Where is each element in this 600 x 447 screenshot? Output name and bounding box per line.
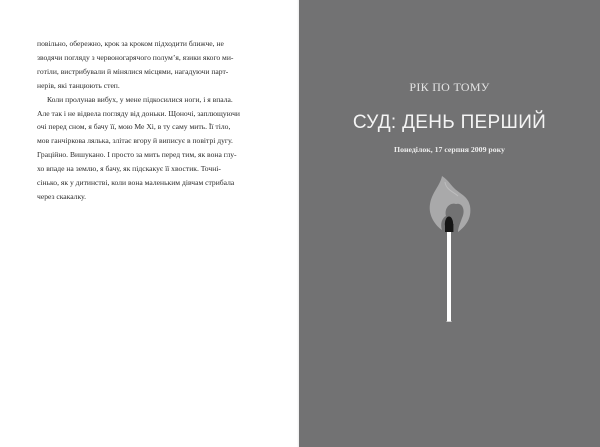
text-line: через скакалку. — [37, 191, 86, 201]
text-line: готіли, вистрибували й мінялися місцями, нагадуючи парт- — [37, 66, 229, 76]
left-page — [0, 0, 299, 447]
text-line: повільно, обережно, крок за кроком підходити ближче, не — [37, 39, 224, 48]
text-line: Але так і не відвела погляду від доньки. Щоночі, заплющуючи — [37, 108, 240, 118]
text-line: сінько, як у дитинстві, коли вона маленьким дівчам стрибала — [37, 178, 235, 188]
chapter-title: СУД: ДЕНЬ ПЕРШИЙ — [352, 112, 547, 133]
body-text — [37, 37, 265, 204]
text-line: Коли пролунав вибух, у мене підкосилися ноги, і я впала. — [47, 94, 233, 104]
text-line: очі перед сном, я бачу її, мою Ме Хі, в ту саму мить. Її тіло, — [37, 122, 231, 132]
text-line: зводячи погляду з червоногарячого полум’я, язики якого ми- — [37, 52, 234, 62]
part-label: РІК ПО ТОМУ — [409, 80, 490, 94]
text-line: Граційно. Вишукано. І просто за мить перед тим, як вона глу- — [37, 150, 237, 160]
burning-match-icon — [428, 172, 474, 324]
text-line: нерів, які танцюють степ. — [37, 80, 120, 90]
text-line: хо впаде на землю, я бачу, як підскакує її хвостик. Точні- — [37, 164, 221, 174]
paragraph-1 — [37, 37, 265, 93]
text-line: мов ганчіркова лялька, злітає вгору й виписує в повітрі дугу. — [37, 136, 233, 146]
paragraph-2 — [37, 93, 265, 204]
right-page — [299, 0, 600, 447]
chapter-date: Понеділок, 17 серпня 2009 року — [394, 145, 505, 154]
